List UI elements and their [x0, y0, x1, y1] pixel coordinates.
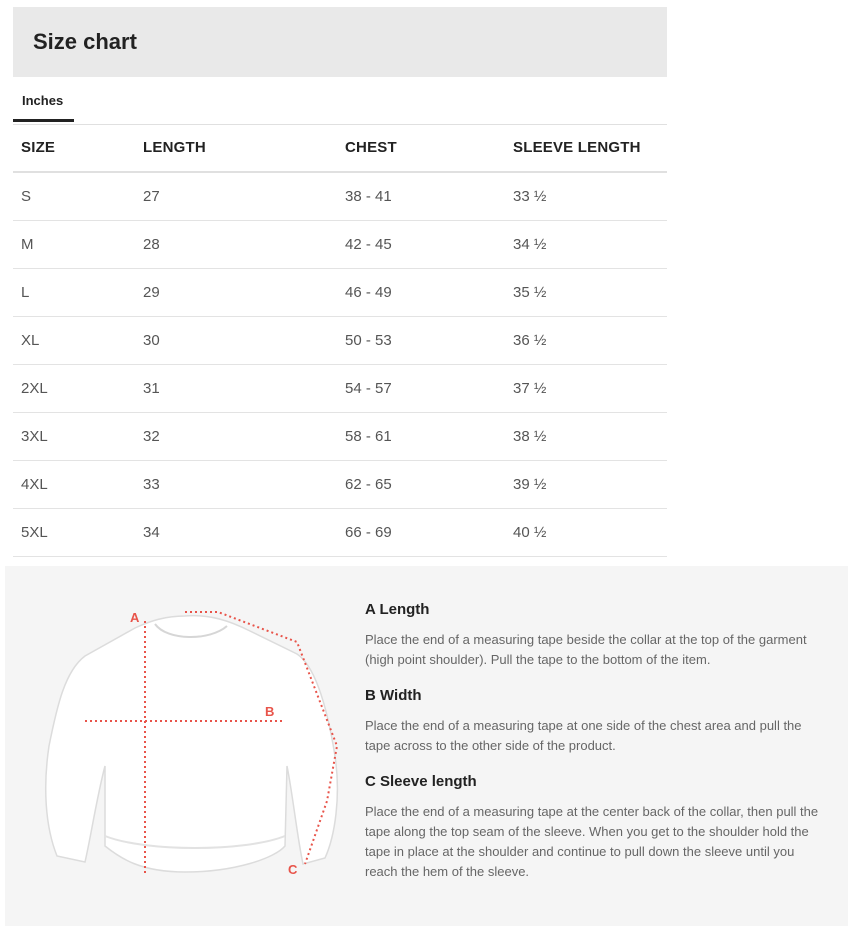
table-row — [13, 317, 667, 365]
chest-cell: 46 - 49 — [337, 269, 505, 317]
table-row — [13, 365, 667, 413]
measurement-title: B Width — [365, 687, 422, 704]
marker-b: B — [265, 704, 275, 719]
size-cell: 3XL — [13, 413, 135, 461]
measurement-description: Place the end of a measuring tape at the center back of the collar, then pull the tape along the top seam of the sleeve. When you get to the shoulder hold the tape in place at the shoulder and continue to pull down the sleeve until you reach the hem of the sleeve. — [365, 804, 819, 879]
sleeve-length-cell: 39 ½ — [505, 461, 667, 509]
sleeve-length-cell: 38 ½ — [505, 413, 667, 461]
page-title: Size chart — [33, 29, 137, 54]
table-row — [13, 509, 667, 557]
sleeve-length-cell: 37 ½ — [505, 365, 667, 413]
marker-c: C — [288, 862, 298, 877]
length-cell: 28 — [135, 221, 337, 269]
size-chart-header — [13, 7, 667, 77]
size-cell: L — [13, 269, 135, 317]
chest-cell: 50 - 53 — [337, 317, 505, 365]
length-cell: 32 — [135, 413, 337, 461]
table-row — [13, 221, 667, 269]
length-cell: 34 — [135, 509, 337, 557]
chest-cell: 54 - 57 — [337, 365, 505, 413]
table-row — [13, 269, 667, 317]
chest-cell: 38 - 41 — [337, 172, 505, 221]
measurement-length — [365, 601, 825, 670]
size-cell: 4XL — [13, 461, 135, 509]
measurement-description: Place the end of a measuring tape at one side of the chest area and pull the tape across to the other side of the product. — [365, 718, 802, 753]
tab-inches-label: Inches — [22, 93, 64, 108]
sleeve-length-cell: 34 ½ — [505, 221, 667, 269]
size-cell: XL — [13, 317, 135, 365]
sweatshirt-shape — [46, 616, 338, 872]
sleeve-length-cell: 35 ½ — [505, 269, 667, 317]
size-table — [13, 124, 667, 557]
table-row — [13, 413, 667, 461]
chest-cell: 62 - 65 — [337, 461, 505, 509]
sleeve-length-cell: 40 ½ — [505, 509, 667, 557]
sweatshirt-measurement-illustration — [35, 596, 345, 886]
size-cell: 5XL — [13, 509, 135, 557]
size-cell: S — [13, 172, 135, 221]
measurement-guide — [5, 566, 848, 926]
column-header-chest: CHEST — [337, 124, 505, 172]
length-cell: 33 — [135, 461, 337, 509]
size-cell: M — [13, 221, 135, 269]
measurement-description: Place the end of a measuring tape beside the collar at the top of the garment (high point shoulder). Pull the tape to the bottom of the item. — [365, 632, 807, 667]
unit-tabs — [13, 77, 667, 125]
chest-cell: 66 - 69 — [337, 509, 505, 557]
length-cell: 27 — [135, 172, 337, 221]
measurement-title: A Length — [365, 601, 430, 618]
column-header-sleeve-length: SLEEVE LENGTH — [505, 124, 667, 172]
tab-inches[interactable] — [13, 77, 74, 122]
marker-a: A — [130, 610, 140, 625]
length-cell: 31 — [135, 365, 337, 413]
sleeve-length-cell: 33 ½ — [505, 172, 667, 221]
table-row — [13, 172, 667, 221]
column-header-size: SIZE — [13, 124, 135, 172]
chest-cell: 58 - 61 — [337, 413, 505, 461]
table-header-row — [13, 124, 667, 172]
size-cell: 2XL — [13, 365, 135, 413]
column-header-length: LENGTH — [135, 124, 337, 172]
measurement-width — [365, 687, 825, 756]
measurement-sleeve-length — [365, 773, 825, 882]
length-cell: 30 — [135, 317, 337, 365]
sleeve-length-cell: 36 ½ — [505, 317, 667, 365]
table-row — [13, 461, 667, 509]
measurement-title: C Sleeve length — [365, 773, 477, 790]
chest-cell: 42 - 45 — [337, 221, 505, 269]
length-cell: 29 — [135, 269, 337, 317]
